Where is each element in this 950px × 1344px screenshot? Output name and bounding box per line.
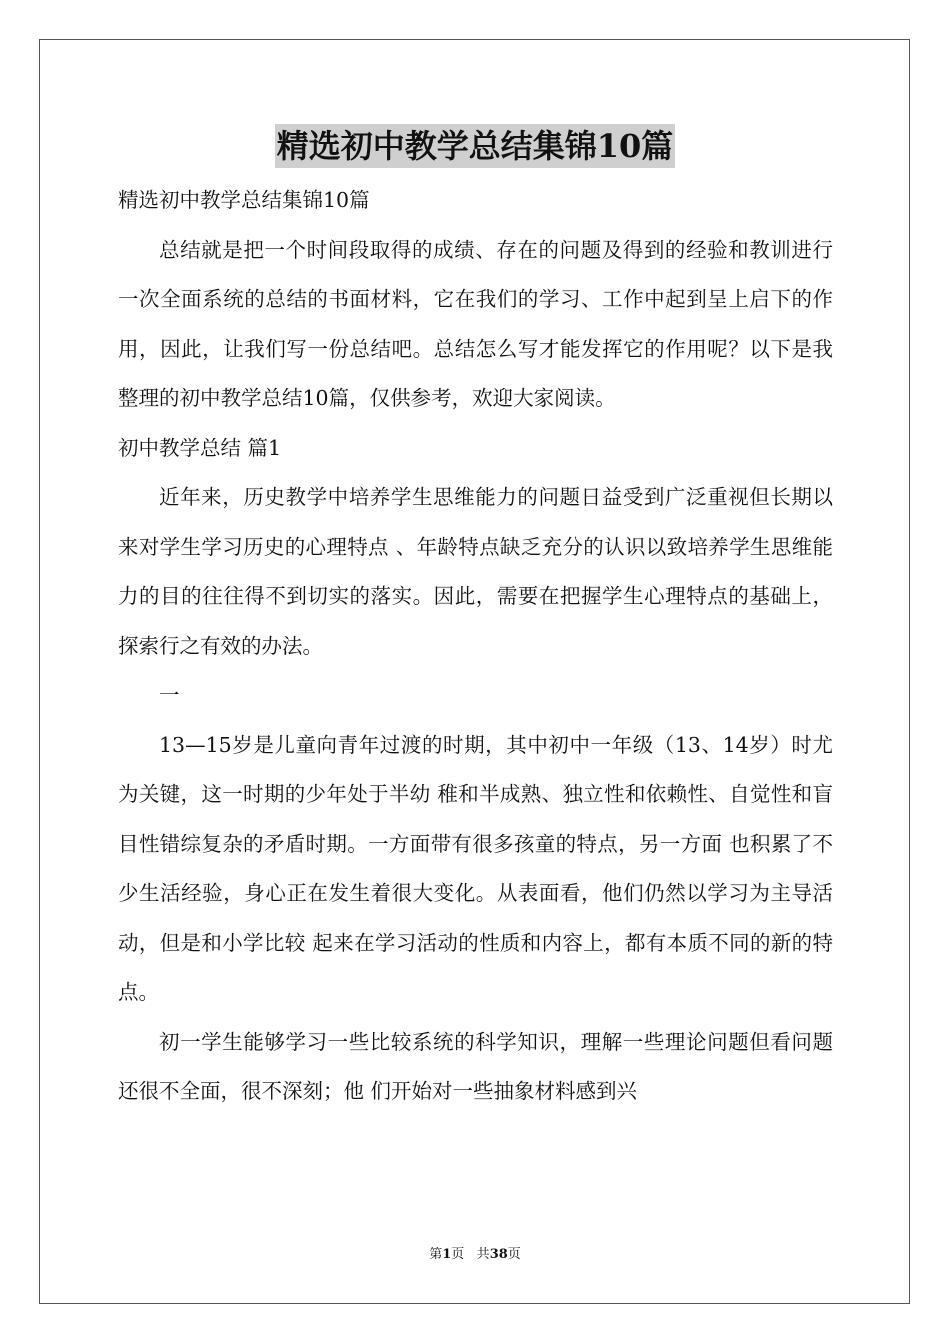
- total-label-suffix: 页: [507, 1247, 521, 1262]
- page-label-suffix: 页: [451, 1247, 465, 1262]
- body-paragraph: 近年来，历史教学中培养学生思维能力的问题日益受到广泛重视但长期以来对学生学习历史的心理特点 、年龄特点缺乏充分的认识以致培养学生思维能力的目的往往得不到切实的落实。因此，需要在把握学生心理特点的基础上，探索行之有效的办法。: [118, 485, 833, 658]
- total-pages: 38: [489, 1247, 508, 1262]
- document-body: [118, 176, 833, 1117]
- document-title: 精选初中教学总结集锦10篇: [275, 124, 676, 168]
- body-paragraph: 初一学生能够学习一些比较系统的科学知识，理解一些理论问题但看问题还很不全面，很不深刻；他 们开始对一些抽象材料感到兴: [118, 1029, 833, 1103]
- page-number: 1: [442, 1247, 452, 1262]
- body-paragraph: 精选初中教学总结集锦10篇: [118, 188, 370, 212]
- section-number: 一: [159, 683, 180, 707]
- body-paragraph: 13—15岁是儿童向青年过渡的时期，其中初中一年级（13、14岁）时尤为关键，这一时期的少年处于半幼 稚和半成熟、独立性和依赖性、自觉性和盲目性错综复杂的矛盾时期。一方面带有很多孩童的特点，另一方面 也积累了不少生活经验，身心正在发生着很大变化。从表面看，他们仍然以学习为主导活动，但是和小学比较 起来在学习活动的性质和内容上，都有本质不同的新的特点。: [118, 732, 833, 1004]
- page-footer: [0, 1246, 950, 1264]
- page-label-prefix: 第: [429, 1247, 443, 1262]
- total-label-prefix: 共: [476, 1247, 490, 1262]
- section-heading: 初中教学总结 篇1: [118, 435, 282, 460]
- title-container: [0, 124, 950, 168]
- body-paragraph: 总结就是把一个时间段取得的成绩、存在的问题及得到的经验和教训进行一次全面系统的总结的书面材料，它在我们的学习、工作中起到呈上启下的作用，因此，让我们写一份总结吧。总结怎么写才能发挥它的作用呢？以下是我整理的初中教学总结10篇，仅供参考，欢迎大家阅读。: [118, 237, 833, 410]
